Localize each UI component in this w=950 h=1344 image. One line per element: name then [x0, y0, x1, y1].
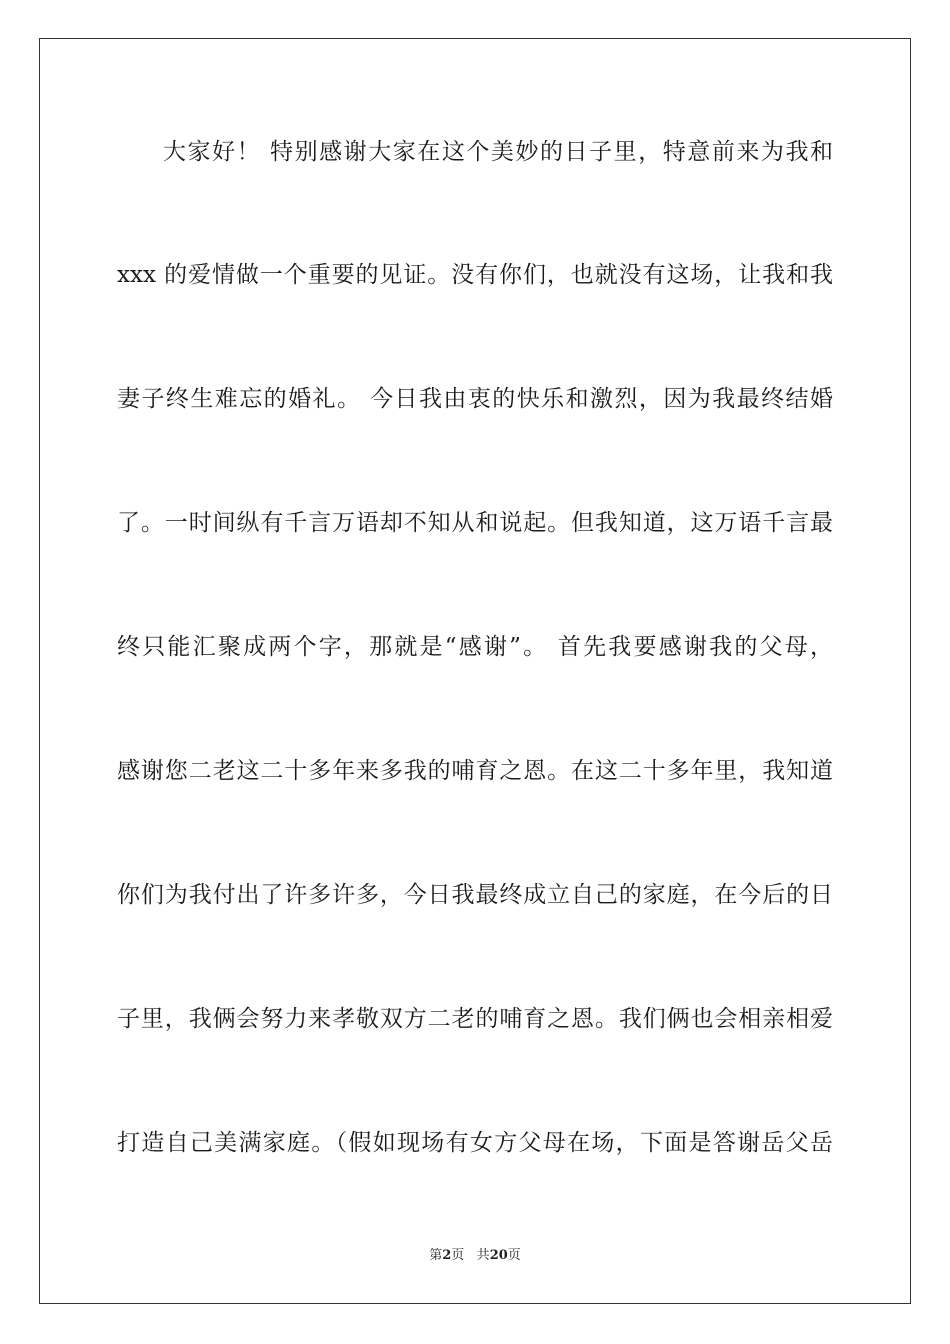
page-footer: [0, 1247, 950, 1265]
body-text-line-4: 了。一时间纵有千言万语却不知从和说起。但我知道，这万语千言最: [117, 510, 833, 536]
body-text-line-7: 你们为我付出了许多许多，今日我最终成立自己的家庭，在今后的日: [117, 882, 833, 908]
body-text-line-6: 感谢您二老这二十多年来多我的哺育之恩。在这二十多年里，我知道: [117, 758, 833, 784]
body-text-line-8: 子里，我俩会努力来孝敬双方二老的哺育之恩。我们俩也会相亲相爱: [117, 1006, 833, 1032]
total-prefix: 共: [476, 1248, 490, 1263]
page-suffix: 页: [451, 1248, 465, 1263]
total-pages: 20: [489, 1248, 508, 1263]
body-text-line-3: 妻子终生难忘的婚礼。 今日我由衷的快乐和激烈，因为我最终结婚: [117, 386, 833, 412]
body-text-line-9: 打造自己美满家庭。（假如现场有女方父母在场，下面是答谢岳父岳: [117, 1130, 833, 1156]
body-text-line-1: 大家好！ 特别感谢大家在这个美妙的日子里，特意前来为我和: [163, 139, 833, 165]
body-text-line-2: xxx 的爱情做一个重要的见证。没有你们，也就没有这场，让我和我: [117, 262, 833, 288]
body-text-line-5: 终只能汇聚成两个字，那就是“感谢”。 首先我要感谢我的父母，: [117, 634, 833, 660]
total-suffix: 页: [507, 1248, 521, 1263]
page-prefix: 第: [429, 1248, 443, 1263]
page-number: 2: [442, 1248, 452, 1263]
page-border: [39, 38, 911, 1304]
